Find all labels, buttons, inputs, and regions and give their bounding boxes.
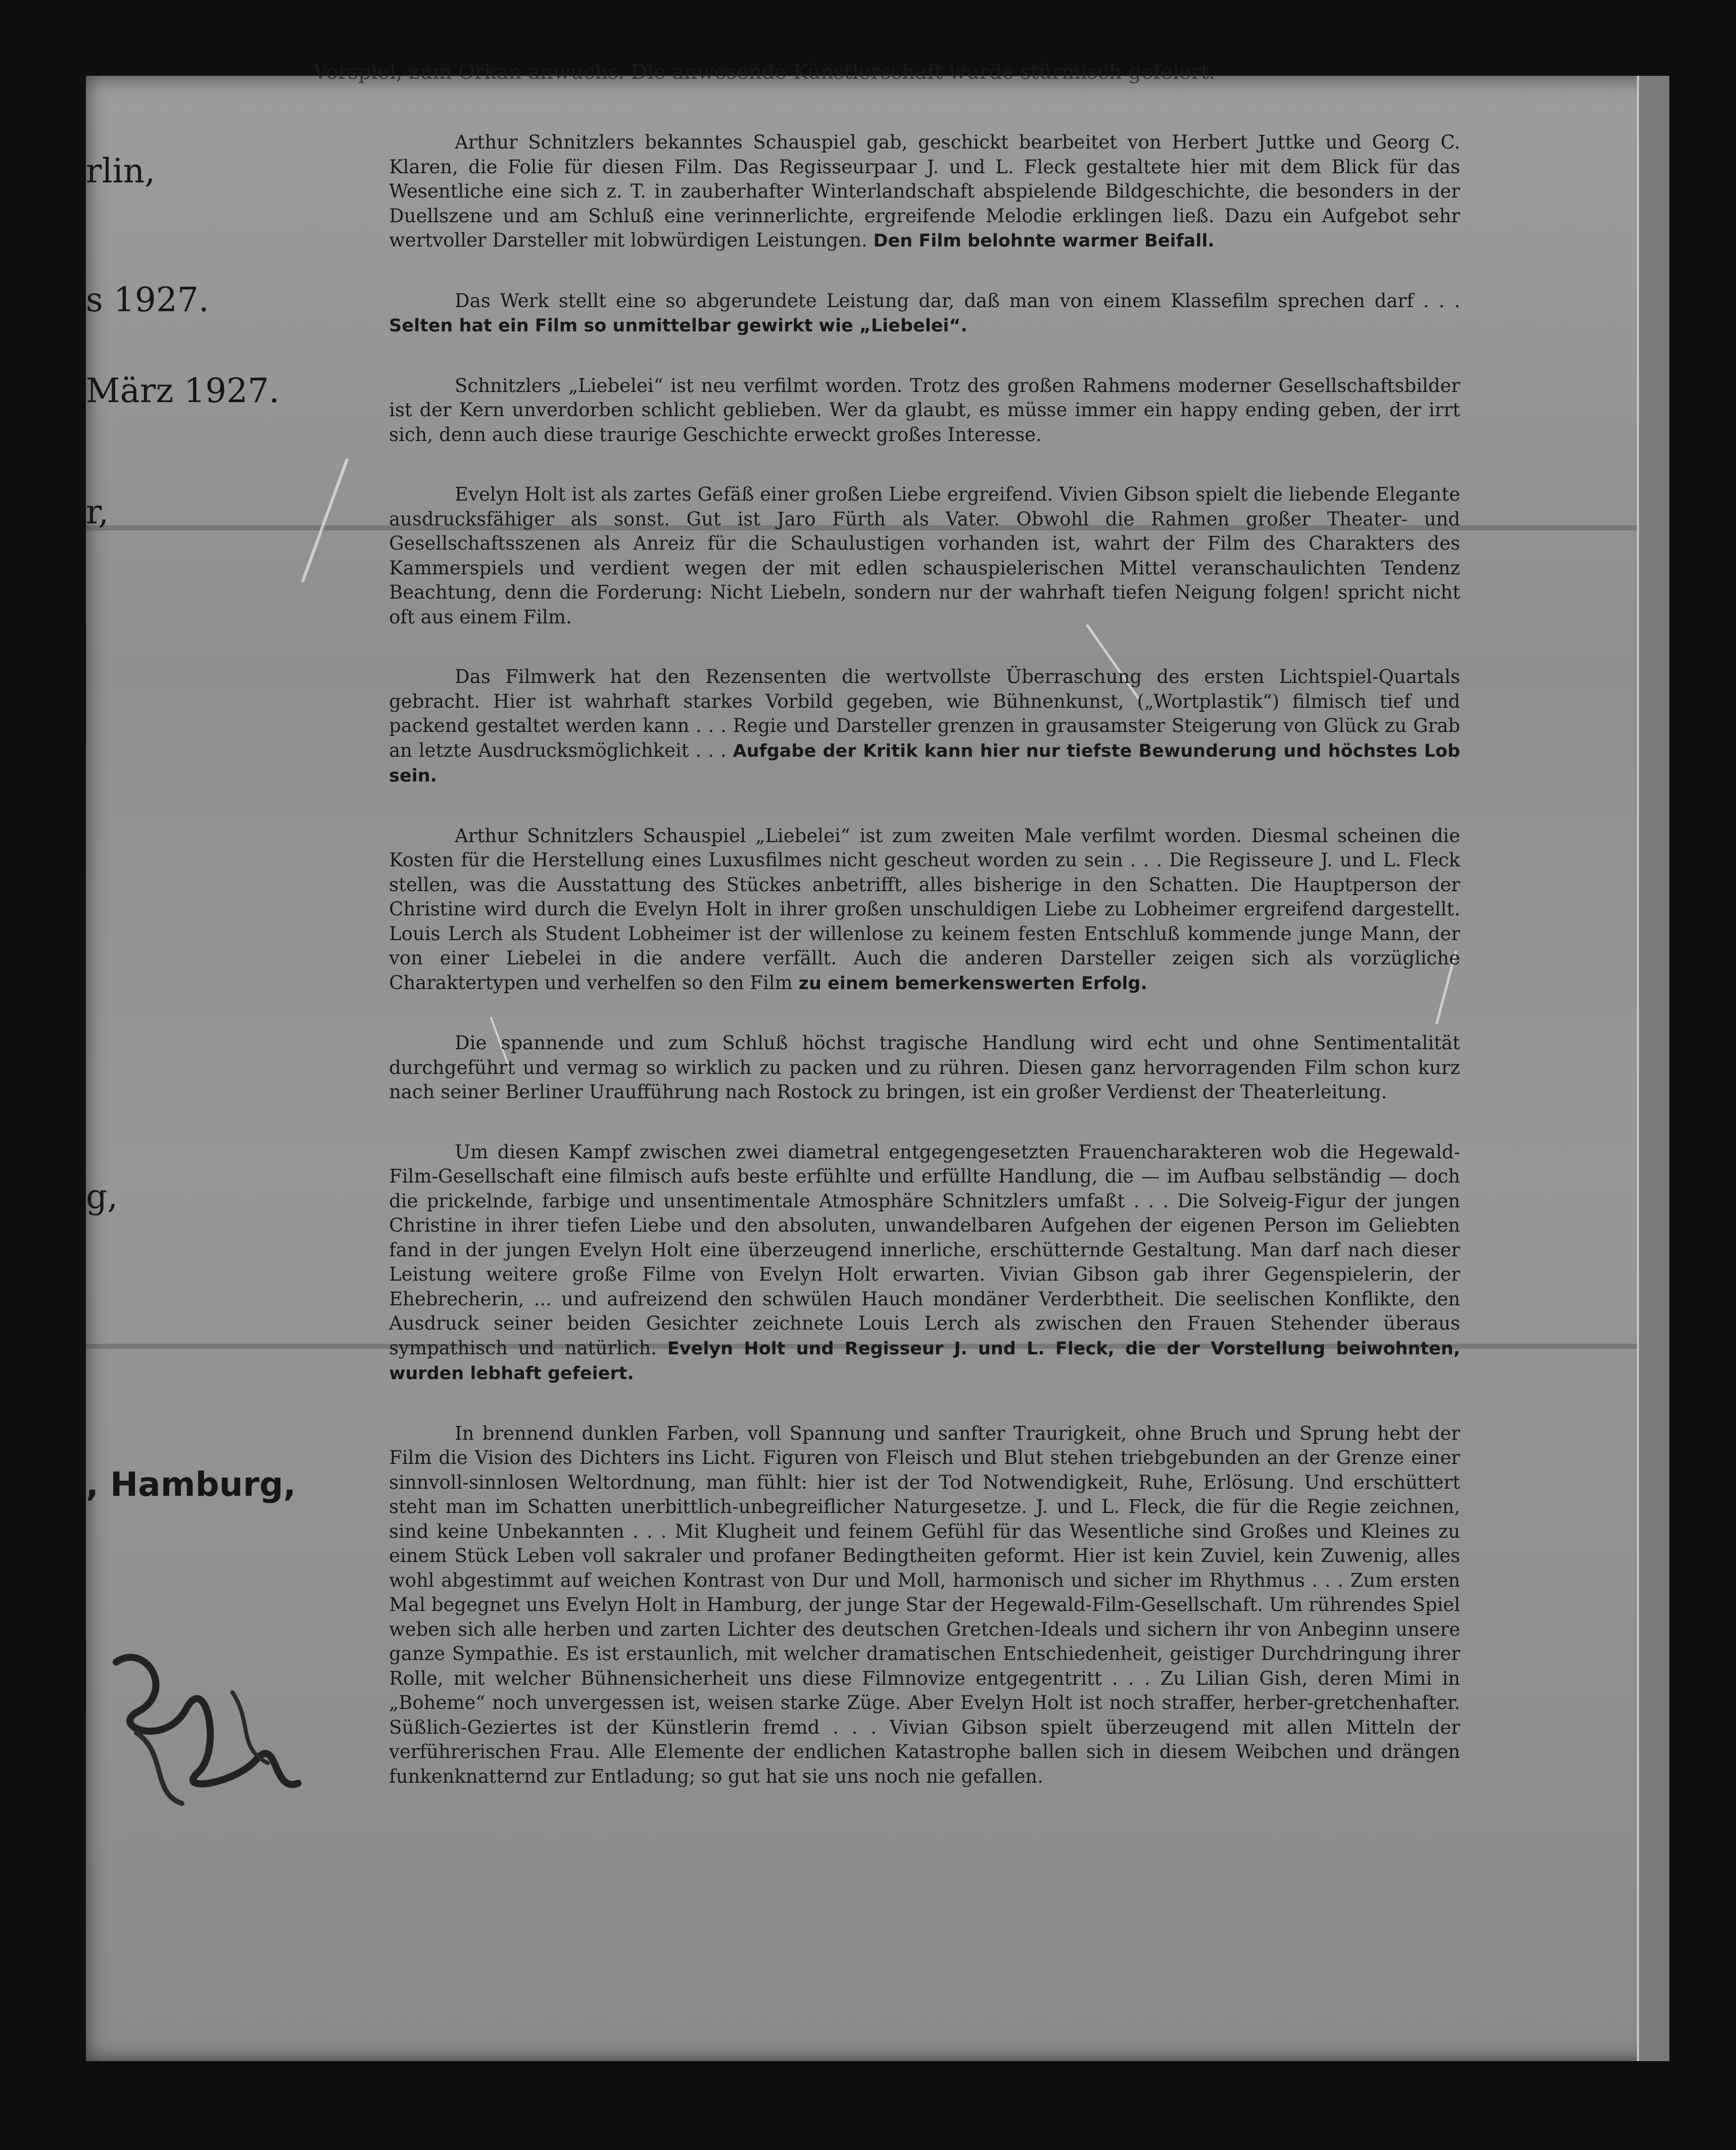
review-paragraph xyxy=(389,1031,1460,1105)
review-emphasis: zu einem bemerkenswerten Erfolg. xyxy=(798,973,1147,994)
review-text: Das Filmwerk hat den Rezensenten die wertvollste Überraschung des ersten Lichtspiel-Quartals gebracht. Hier ist wahrhaft starkes Vorbild gegeben, wie Bühnenkunst, („Wortplastik“) filmisch tief und packend gestaltet werden kann . . . Regie und Darsteller grenzen in grausamster Steigerung von Glück zu Grab an letzte Ausdrucksmöglichkeit . . . xyxy=(389,666,1460,761)
review-emphasis: Den Film belohnte warmer Beifall. xyxy=(873,231,1215,251)
review-paragraph xyxy=(389,289,1460,338)
margin-fragment: März 1927. xyxy=(86,371,280,410)
review-text: Das Werk stellt eine so abgerundete Leistung dar, daß man von einem Klassefilm sprechen darf . . . xyxy=(455,289,1460,312)
review-text: In brennend dunklen Farben, voll Spannung und sanfter Traurigkeit, ohne Bruch und Sprung hebt der Film die Vision des Dichters ins Licht. Figuren von Fleisch und Blut stehen triebgebunden an der Grenze einer sinnvoll-sinnlosen Weltordnung, man fühlt: hier ist der Tod Notwendigkeit, Ruhe, Erlösung. Und erschüttert steht man im Schatten unerbittlich-unbegreiflicher Naturgesetze. J. und L. Fleck, die für die Regie zeichnen, sind keine Unbekannten . . . Mit Klugheit und feinem Gefühl für das Wesentliche sind Großes und Kleines zu einem Stück Leben voll sakraler und profaner Bedingtheiten geformt. Hier ist kein Zuviel, kein Zuwenig, alles wohl abgestimmt auf weichen Kontrast von Dur und Moll, harmonisch und sicher im Rhythmus . . . Zum ersten Mal begegnet uns Evelyn Holt in Hamburg, der junge Star der Hegewald-Film-Gesellschaft. Um rührendes Spiel weben sich alle herben und zarten Lichter des deutschen Gretchen-Ideals und sichern ihr von Anbeginn unsere ganze Sympathie. Es ist erstaunlich, mit welcher dramatischen Entschiedenheit, geistiger Durchdringung ihrer Rolle, mit welcher Bühnensicherheit uns diese Filmnovize entgegentritt . . . Zu Lilian Gish, deren Mimi in „Boheme“ noch unvergessen ist, weisen starke Züge. Aber Evelyn Holt ist noch straffer, herber-gretchenhafter. Süßlich-Geziertes ist der Künstlerin fremd . . . Vivian Gibson spielt überzeugend mit allen Mitteln der verführerischen Frau. Alle Elemente der endlichen Katastrophe ballen sich in diesem Weibchen und drängen funkenknatternd zur Entladung; so gut hat sie uns noch nie gefallen. xyxy=(389,1422,1460,1787)
review-text: Arthur Schnitzlers bekanntes Schauspiel gab, geschickt bearbeitet von Herbert Juttke und Georg C. Klaren, die Folie für diesen Film. Das Regisseurpaar J. und L. Fleck gestaltete hier mit dem Blick für das Wesentliche eine sich z. T. in zauberhafter Winterlandschaft abspielende Bildgeschichte, die besonders in der Duellszene und am Schluß eine verinnerlichte, ergreifende Melodie erklingen ließ. Dazu ein Aufgebot sehr wertvoller Darsteller mit lobwürdigen Leistungen. xyxy=(389,131,1460,251)
review-emphasis: Selten hat ein Film so unmittelbar gewirkt wie „Liebelei“. xyxy=(389,316,968,336)
margin-fragment: rlin, xyxy=(86,152,156,190)
review-paragraph xyxy=(389,482,1460,629)
clipped-top-line: Vorspiel, zum Orkan anwuchs. Die anwesende Künstlerschaft wurde stürmisch gefeiert. xyxy=(313,61,1216,84)
review-paragraph xyxy=(389,1140,1460,1386)
handwritten-scribble xyxy=(106,1632,318,1824)
sheet-edge xyxy=(1637,76,1669,2061)
review-text: Arthur Schnitzlers Schauspiel „Liebelei“ ist zum zweiten Male verfilmt worden. Diesmal scheinen die Kosten für die Herstellung eines Luxusfilmes nicht gescheut worden zu sein . . . Die Regisseure J. und L. Fleck stellen, was die Ausstattung des Stückes anbetrifft, alles bisherige in den Schatten. Die Hauptperson der Christine wird durch die Evelyn Holt in ihrer großen unschuldigen Liebe zu Lobheimer ergreifend dargestellt. Louis Lerch als Student Lobheimer ist der willenlose zu keinem festen Entschluß kommende junge Mann, der von einer Liebelei in die andere verfällt. Auch die anderen Darsteller zeigen sich als vorzügliche Charaktertypen und verhelfen so den Film xyxy=(389,824,1460,994)
review-text: Um diesen Kampf zwischen zwei diametral entgegengesetzten Frauencharakteren wob die Hegewald-Film-Gesellschaft eine filmisch aufs beste erfühlte und erfüllte Handlung, die — im Aufbau selbständig — doch die prickelnde, farbige und unsentimentale Atmosphäre Schnitzlers umfaßt . . . Die Solveig-Figur der jungen Christine in ihrer tiefen Liebe und den absoluten, unwandelbaren Aufgehen der eigenen Person im Geliebten fand in der jungen Evelyn Holt eine überzeugend innerliche, erschütternde Gestaltung. Man darf nach dieser Leistung weitere große Filme von Evelyn Holt erwarten. Vivian Gibson gab ihrer Gegenspielerin, der Ehebrecherin, ... und aufreizend den schwülen Hauch mondäner Verderbtheit. Die seelischen Konflikte, den Ausdruck seiner beiden Gesichter zeichnete Louis Lerch als zwischen den Frauen Stehender überaus sympathisch und natürlich. xyxy=(389,1141,1460,1359)
review-text: Schnitzlers „Liebelei“ ist neu verfilmt worden. Trotz des großen Rahmens moderner Gesellschaftsbilder ist der Kern unverdorben schlicht geblieben. Wer da glaubt, es müsse immer ein happy ending geben, der irrt sich, denn auch diese traurige Geschichte erweckt großes Interesse. xyxy=(389,374,1460,446)
review-paragraph xyxy=(389,374,1460,448)
review-emphasis: Evelyn Holt und Regisseur J. und L. Fleck, die der Vorstellung beiwohnten, wurden lebhaft gefeiert. xyxy=(389,1338,1461,1384)
review-paragraph xyxy=(389,824,1460,996)
review-emphasis: Aufgabe der Kritik kann hier nur tiefste Bewunderung und höchstes Lob sein. xyxy=(389,741,1460,786)
review-quotes-column xyxy=(389,130,1460,1824)
review-paragraph xyxy=(389,1422,1460,1789)
review-text: Die spannende und zum Schluß höchst tragische Handlung wird echt und ohne Sentimentalität durchgeführt und vermag so wirklich zu packen und zu rühren. Diesen ganz hervorragenden Film schon kurz nach seiner Berliner Uraufführung nach Rostock zu bringen, ist ein großer Verdienst der Theaterleitung. xyxy=(389,1032,1460,1103)
review-text: Evelyn Holt ist als zartes Gefäß einer großen Liebe ergreifend. Vivien Gibson spielt die liebende Elegante ausdrucksfähiger als sonst. Gut ist Jaro Fürth als Vater. Obwohl die Rahmen großer Theater- und Gesellschaftsszenen als Anreiz für die Schaulustigen vorhanden ist, wahrt der Film des Charakters des Kammerspiels und verdient wegen der mit edlen schauspielerischen Mittel veranschaulichten Tendenz Beachtung, denn die Forderung: Nicht Liebeln, sondern nur der wahrhaft tiefen Neigung folgen! spricht nicht oft aus einem Film. xyxy=(389,483,1460,628)
review-paragraph xyxy=(389,665,1460,789)
margin-fragment: , Hamburg, xyxy=(86,1465,296,1504)
margin-fragment: s 1927. xyxy=(86,280,209,319)
review-paragraph xyxy=(389,130,1460,254)
margin-fragment: r, xyxy=(86,493,109,531)
margin-fragment: g, xyxy=(86,1177,118,1216)
